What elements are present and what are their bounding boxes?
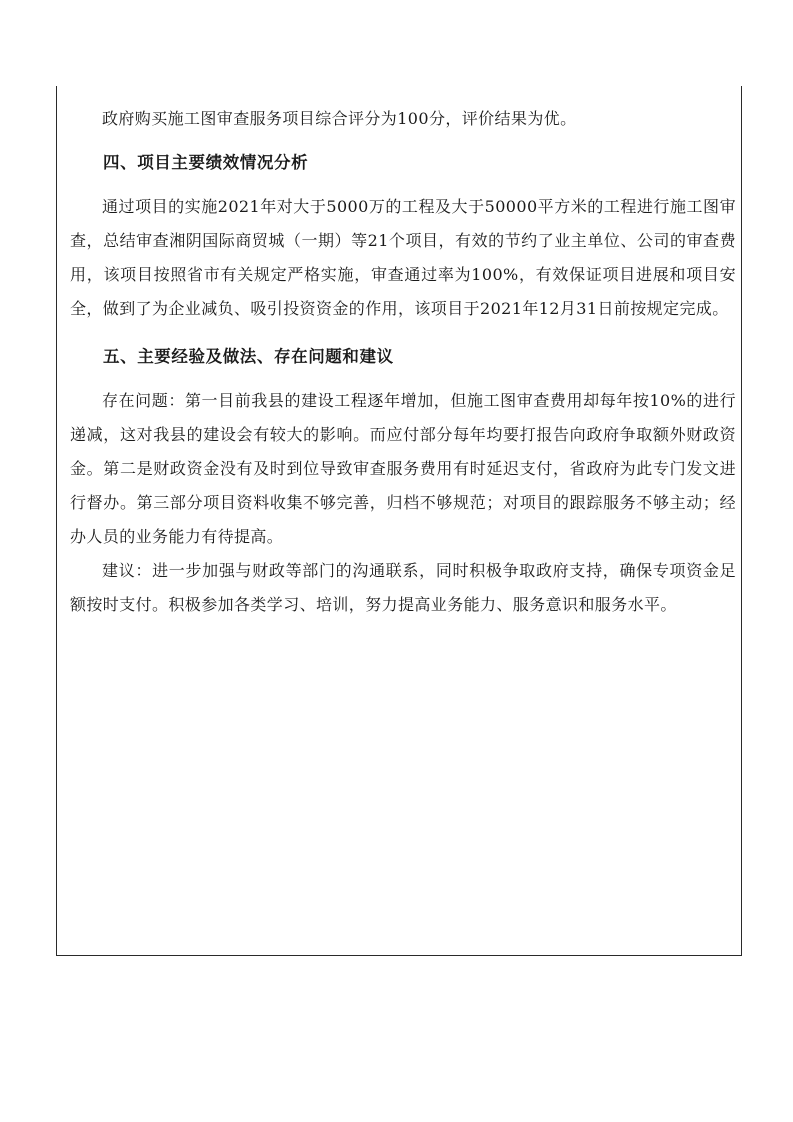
section-4-paragraph: 通过项目的实施2021年对大于5000万的工程及大于50000平方米的工程进行施工图审查，总结审查湘阴国际商贸城（一期）等21个项目，有效的节约了业主单位、公司的审查费用，该项目按照省市有关规定严格实施，审查通过率为100%，有效保证项目进展和项目安全，做到了为企业减负、吸引投资资金的作用，该项目于2021年12月31日前按规定完成。 bbox=[70, 197, 736, 318]
intro-line: 政府购买施工图审查服务项目综合评分为100分，评价结果为优。 bbox=[102, 109, 577, 128]
suggestions-paragraph: 建议：进一步加强与财政等部门的沟通联系，同时积极争取政府支持，确保专项资金足额按时支付。积极参加各类学习、培训，努力提高业务能力、服务意识和服务水平。 bbox=[70, 561, 736, 614]
section-5-heading: 五、主要经验及做法、存在问题和建议 bbox=[103, 347, 394, 366]
section-4-heading: 四、项目主要绩效情况分析 bbox=[103, 153, 309, 172]
problems-paragraph: 存在问题：第一目前我县的建设工程逐年增加，但施工图审查费用却每年按10%的进行递减，这对我县的建设会有较大的影响。而应付部分每年均要打报告向政府争取额外财政资金。第二是财政资金没有及时到位导致审查服务费用有时延迟支付，省政府为此专门发文进行督办。第三部分项目资料收集不够完善，归档不够规范；对项目的跟踪服务不够主动；经办人员的业务能力有待提高。 bbox=[70, 391, 736, 546]
document-body bbox=[70, 102, 736, 622]
